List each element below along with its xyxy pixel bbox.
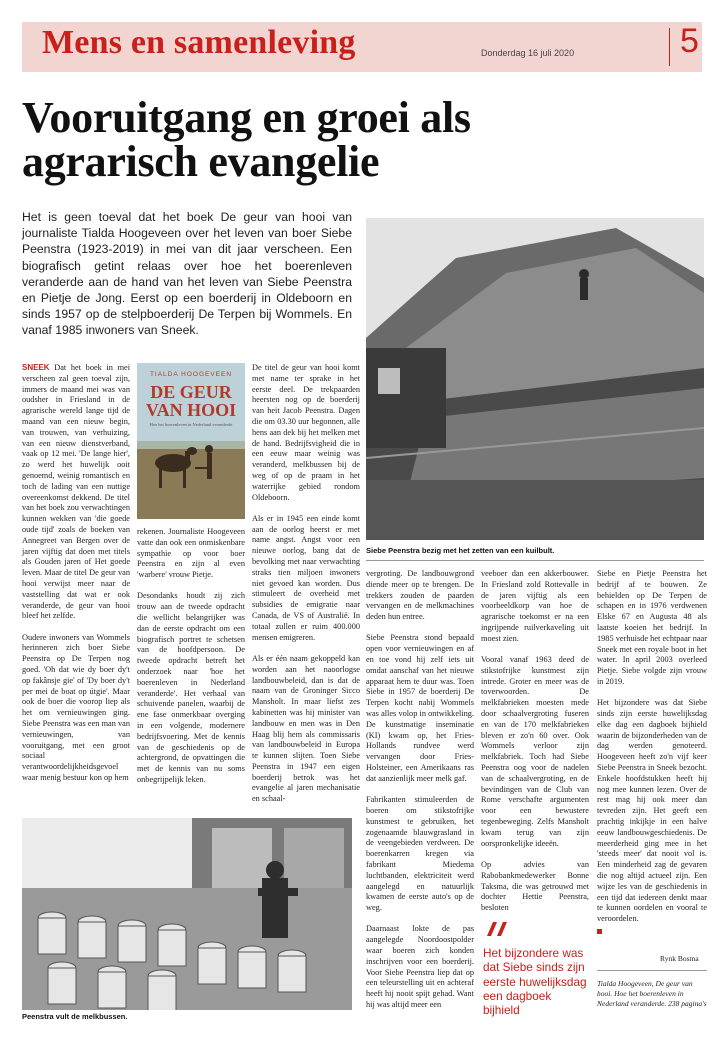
intro-paragraph: Het is geen toeval dat het boek De geur van hooi van journaliste Tialda Hoogeveen over het leven van boer Siebe Peenstra (1923-2019) in mei van dit jaar verscheen. Een biografisch getint relaas over hoe het boerenleven veranderde aan de hand van het leven van Siebe Peenstra en Pietje de Jong. Eerst op een boerderij in Oldeboorn en sinds 1957 op de stelpboerderij De Terpen bij Wommels. En vanaf 1985 inwoners van Sneek.	[22, 210, 352, 338]
article-column-1	[22, 363, 130, 794]
col5-para-3: Op advies van Rabobankmedewerker Bonne Taksma, die was getrouwd met dochter Hettie Peenstra, besloten	[481, 859, 589, 913]
farm-photo-caption: Siebe Peenstra bezig met het zetten van een kuilbult.	[366, 546, 555, 555]
col6-para-2: Het bijzondere was dat Siebe sinds zijn eerste huwelijksdag elke dag een dagboek bijhield waarin de bijzonderheden van de dag werden genoteerd. Hoogeveen heeft zo'n vijf keer Siebe Peenstra in Sneek bezocht. Enkele hoofdstukken heeft hij nog mee kunnen lezen. Over de rest mag hij ook meer dan tevreden zijn. Het geeft een prachtig inkijkje in een halve eeuw landbouwgeschiedenis. De meerderheid ging mee in het 'steeds meer' dat nooit vol is. Een minderheid zag de gevaren die nog altijd actueel zijn. Een wijze les van de geschiedenis in een tijd dat iedereen denkt maar te kunnen oordelen en vooral te veroordelen.	[597, 698, 707, 924]
end-mark	[597, 929, 602, 934]
col4-para-1: vergroting. De landbouwgrond diende meer op te brengen. De trekkers zouden de paarden vervangen en de melkmachines deden hun entree.	[366, 569, 474, 622]
col3-para-3: Als er één naam gekoppeld kan worden aan het naoorlogse landbouwbeleid, dan is dat de naam van de Groninger Sicco Mansholt. In maar liefst zes kabinetten was hij minister van landbouw en men was in Den Haag blij hem als commissaris van landbouwbeleid in Europa te kunnen slijten. Toen Siebe Peenstra in 1947 een eigen boerderij betrok was het evangelie al jaren mechanisatie en schaal-	[252, 653, 360, 804]
col4-para-2: Siebe Peenstra stond bepaald open voor vernieuwingen en af en toe vond hij zelf iets uit omdat aanschaf van het nieuwe apparaat hem te duur was. Toen Siebe in 1957 de boerderij De Terpen kocht nabij Wommels was alles volop in ontwikkeling. De kunstmatige inseminatie (KI) kwam op, het Fries-Hollands rundvee werd vervangen door Fries-Holsteiner, een Amerikaans ras dat aanzienlijk meer melk gaf.	[366, 633, 474, 783]
pull-quote-text: Het bijzondere was dat Siebe sinds zijn eerste huwelijksdag een dagboek bijhield	[483, 946, 587, 1018]
book-info: Tialda Hoogeveen, De geur van hooi. Hoe het boerenleven in Nederland veranderde. 238 pagina's	[597, 979, 707, 1008]
article-column-4	[366, 569, 474, 1021]
book-cover-title: DE GEUR VAN HOOI	[145, 382, 237, 420]
book-cover-author: TIALDA HOOGEVEEN	[149, 371, 233, 378]
quote-mark-icon	[483, 922, 511, 936]
article-column-5	[481, 569, 589, 924]
col3-para-2: Als er in 1945 een einde komt aan de oorlog heerst er met name angst. Angst voor een nieuwe oorlog, bang dat de bevolking met naar verwachting straks tien miljoen inwoners niet gevoed kan worden. Dus stimuleert de overheid met subsidies de emigratie naar Canada, de VS of Australië. In totaal zullen er ruim 400.000 mensen emigreren.	[252, 513, 360, 642]
col1-para-2: Oudere inwoners van Wommels herinneren zich boer Siebe Peenstra op De Terpen nog goed. 'Oh dat wie dy boer dy't op fakânsje gie' of 'Dy boer dy't per mei de boat op útgie'. Maar ook de boer die voorop liep als het om vernieuwingen ging. Siebe Peenstra was een man van vernieuwingen, van vooruitgang, met een groot sociaal verantwoordelijkheidsgevoel waar menig bestuur kon op hem	[22, 632, 130, 782]
col5-para-2: Vooral vanaf 1963 deed de stikstofrijke kunstmest zijn intrede. Groter en meer was de toverwoorden. De melkfabrieken moesten mede door schaalvergroting fuseren en van de 170 melkfabrieken bleven er zo'n 60 over. Ook Wommels verloor zijn melkfabriek. Toch had Siebe Peenstra oog voor de nadelen van de schaalvergroting, en de bevindingen van de Club van Rome verschafte argumenten voor een bewustere tegenbeweging. Zelfs Mansholt kwam terug van zijn oorspronkelijke ideeën.	[481, 655, 589, 848]
headline: Vooruitgang en groei als agrarisch evangelie	[22, 93, 471, 186]
farm-photo	[366, 218, 704, 540]
col1-para-1	[22, 363, 130, 622]
milk-cans-photo	[22, 818, 352, 1010]
publication-date: Donderdag 16 juli 2020	[481, 48, 575, 58]
book-cover-illustration	[137, 363, 245, 519]
section-header	[22, 22, 702, 72]
col1-text-1: Dat het boek in mei verscheen zal geen toeval zijn, immers de maand mei was van oudsher in Friesland in de agrarische wereld lange tijd de maand van een nieuw begin, van trouwen, van verhuizing, van een nieuw dienstverband, vaak op 12 mei. 'De lange hier', zo werd het huwelijk ooit genoemd, weinig romantisch en toch de lading van een nuttige overeenkomst dekkend. De titel van het boek zou verwachtingen kunnen wekken van 'die goede oude tijd' zoals de boeken van Annegreet van Bergen over de jaren vijftig dat doen met titels als Gouden jaren of Het goede leven. Maar de titel De geur van hooi verwijst meer naar de vaststelling dat wat er ook veranderde, de geur van hooi bleef het zelfde.	[22, 363, 131, 621]
article-column-6	[597, 569, 707, 938]
book-cover-image	[137, 363, 245, 519]
signature-rule	[597, 970, 707, 971]
article-column-2	[137, 527, 245, 796]
page-number-divider	[669, 28, 670, 66]
article-column-3	[252, 363, 360, 816]
col4-para-4: Daarnaast lokte de pas aangelegde Noordoostpolder waar boeren zich konden inschrijven voor een boerderij. Voor Siebe Peenstra liep dat op een teleurstelling uit en achteraf heeft hij nooit spijt gehad. Want hij was altijd meer een	[366, 924, 474, 1009]
col6-para-1: Siebe en Pietje Peenstra het bedrijf af te bouwen. Ze behielden op De Terpen de schapen en in 1976 verdwenen Elske 67 en Augusta 48 als laatste koeien het bedrijf. In 1985 verhuisde het echtpaar naar Sneek met een royale boot in het water. In april 2003 overleed Pietje. Siebe volgde zijn vrouw in 2019.	[597, 569, 707, 686]
section-title: Mens en samenleving	[42, 24, 356, 61]
col2-para-2: Desondanks houdt zij zich trouw aan de tweede opdracht die wellicht belangrijker was dan de eerste opdracht om een biografisch portret te schetsen van de hoofdpersoon. De tweede opdracht betreft het onderzoek naar 'hoe het boerenleven in Nederland veranderde'. Het verhaal van schuivende panelen, waarbij de ene fase onmerkbaar overging in een volgende, modernere bedrijfsvoering. Met de kennis van de geschiedenis op de achtergrond, de opvattingen die met de kennis van nu soms onbegrijpelijk leken.	[137, 591, 245, 785]
book-cover-subtitle: Hoe het boerenleven in Nederland veranderde	[149, 422, 233, 427]
col4-para-3: Fabrikanten stimuleerden de boeren om stikstofrijke kunstmest te gebruiken, het zogenaamde blauwgrasland in de veengebieden verdween. De boerenkarren kregen via fabrikant Miedema luchtbanden, elektriciteit werd aangelegd en natuurlijk kwamen de eerste auto's op de weg.	[366, 795, 474, 913]
caption-rule	[366, 560, 704, 561]
page-number: 5	[680, 22, 699, 60]
col2-para-1: rekenen. Journaliste Hoogeveen vatte dan ook een onmiskenbare sympathie op voor boer Peenstra en zijn al even 'warbere' vrouw Pietje.	[137, 527, 245, 580]
col3-para-1: De titel de geur van hooi komt met name ter sprake in het eerste deel. De trekpaarden heersten nog op de boerderij van heit Jacob Peenstra. Dagen die om 03.30 uur begonnen, alle hens aan dek bij het melken met de hand. Bedrijfsvigheid die in een eeuw maar weinig was veranderd, melkbussen bij de weg of op de praam in het waterrijke gebied rondom Oldeboorn.	[252, 363, 360, 502]
author-signature: Rynk Bosma	[660, 954, 699, 963]
pull-quote	[483, 930, 591, 1017]
dateline-kicker: SNEEK	[22, 363, 50, 372]
col5-para-1: veeboer dan een akkerbouwer. In Friesland zold Rottevalle in de jaren vijftig als een voorbeeldkorp van hoe de agrarische toekomst er na een ingrijpende ruilverkaveling uit moest zien.	[481, 569, 589, 643]
milk-cans-photo-caption: Peenstra vult de melkbussen.	[22, 1012, 128, 1021]
